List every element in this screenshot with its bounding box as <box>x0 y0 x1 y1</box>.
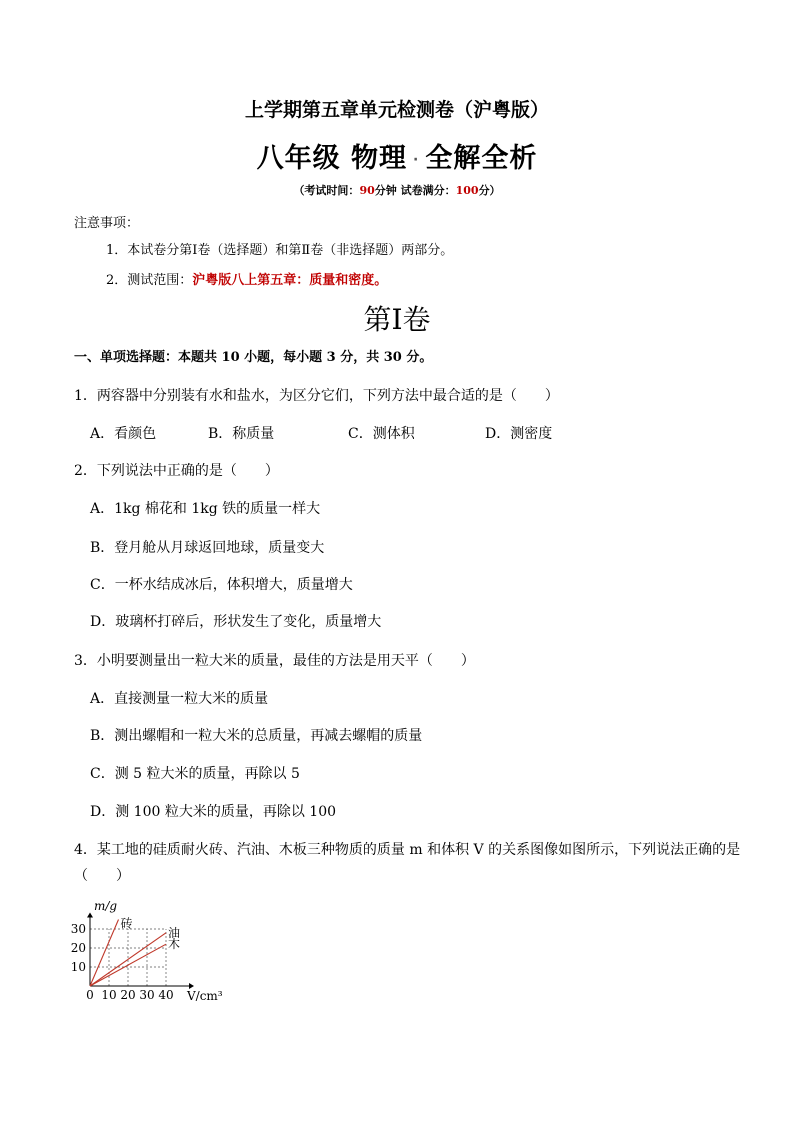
question-2-stem: 2．下列说法中正确的是（ ） <box>74 463 279 479</box>
exam-score: 100 <box>455 184 479 197</box>
question-3-option-b: B．测出螺帽和一粒大米的总质量，再减去螺帽的质量 <box>90 728 423 744</box>
question-3-option-a: A．直接测量一粒大米的质量 <box>90 691 269 707</box>
question-3-stem: 3．小明要测量出一粒大米的质量，最佳的方法是用天平（ ） <box>74 653 475 669</box>
series-line-2 <box>90 944 166 986</box>
x-tick-label-30: 30 <box>139 988 155 1002</box>
series-label-2: 木 <box>168 937 181 952</box>
subtitle-grade-subject: 八年级 物理 <box>256 143 408 174</box>
exam-info-middle: 分钟 试卷满分： <box>374 184 456 197</box>
notice-item-1: 1．本试卷分第Ⅰ卷（选择题）和第Ⅱ卷（非选择题）两部分。 <box>106 243 454 258</box>
exam-info-suffix: 分） <box>478 184 501 197</box>
series-label-1: 油 <box>168 925 181 940</box>
exam-info-prefix: （考试时间： <box>293 184 360 197</box>
question-2-option-d: D．玻璃杯打碎后，形状发生了变化，质量增大 <box>90 614 382 630</box>
question-1-option-d: D．测密度 <box>485 426 553 442</box>
y-axis-arrow <box>87 913 93 918</box>
notice-item-2-prefix: 2．测试范围： <box>106 273 193 288</box>
question-1-option-c: C．测体积 <box>348 426 415 442</box>
section-title: 第Ⅰ卷 <box>363 303 431 336</box>
notice-item-2 <box>106 269 387 288</box>
exam-info <box>0 182 794 198</box>
mass-volume-chart <box>66 896 226 1006</box>
x-axis-label: V/cm³ <box>187 989 223 1003</box>
question-4-stem: 4．某工地的硅质耐火砖、汽油、木板三种物质的质量 m 和体积 V 的关系图像如图所示，下列说法正确的是 <box>74 842 741 858</box>
y-tick-label-20: 20 <box>70 941 86 955</box>
question-2-option-c: C．一杯水结成冰后，体积增大，质量增大 <box>90 577 353 593</box>
x-tick-label-20: 20 <box>120 988 136 1002</box>
x-tick-label-40: 40 <box>158 988 174 1002</box>
y-tick-label-10: 10 <box>70 960 86 974</box>
question-1-stem: 1．两容器中分别装有水和盐水，为区分它们，下列方法中最合适的是（ ） <box>74 388 559 404</box>
x-tick-label-10: 10 <box>101 988 117 1002</box>
subtitle-type: 全解全析 <box>425 143 538 174</box>
x-tick-label-0: 0 <box>86 988 94 1002</box>
question-1-option-a: A．看颜色 <box>90 426 157 442</box>
question-2-option-b: B．登月舱从月球返回地球，质量变大 <box>90 540 325 556</box>
y-tick-label-30: 30 <box>70 922 86 936</box>
series-label-0: 砖 <box>120 916 133 931</box>
question-3-option-c: C．测 5 粒大米的质量，再除以 5 <box>90 766 300 782</box>
part-heading: 一、单项选择题：本题共 10 小题，每小题 3 分，共 30 分。 <box>74 350 433 365</box>
document-title: 上学期第五章单元检测卷（沪粤版） <box>244 99 549 121</box>
y-axis-label: m/g <box>94 899 118 913</box>
subtitle-separator: · <box>413 151 420 168</box>
question-3-option-d: D．测 100 粒大米的质量，再除以 100 <box>90 804 337 820</box>
notice-test-range: 沪粤版八上第五章：质量和密度。 <box>192 273 388 288</box>
question-1-option-b: B．称质量 <box>208 426 275 442</box>
question-2-option-a: A．1kg 棉花和 1kg 铁的质量一样大 <box>90 501 321 517</box>
notice-heading: 注意事项： <box>74 216 140 231</box>
exam-time: 90 <box>359 184 375 197</box>
document-subtitle <box>0 136 794 175</box>
question-4-stem-continued: （ ） <box>74 868 130 884</box>
